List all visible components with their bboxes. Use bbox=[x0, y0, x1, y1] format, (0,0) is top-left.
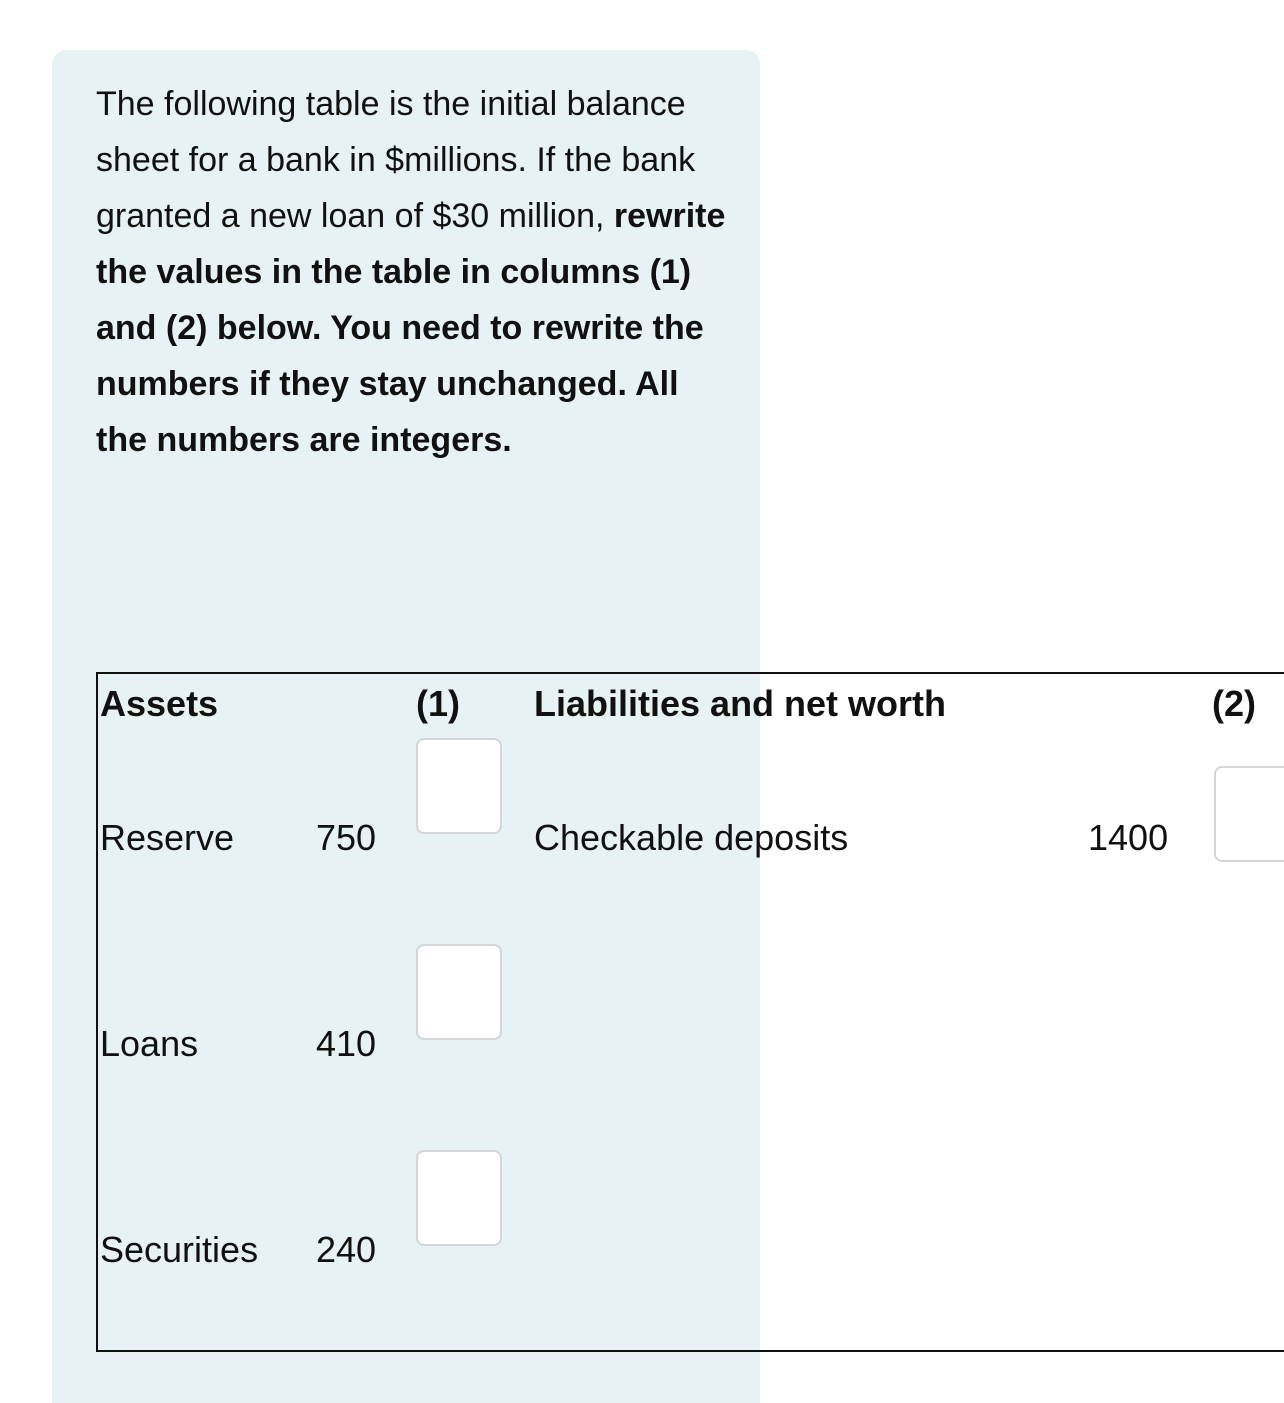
asset-label-reserve: Reserve bbox=[100, 817, 235, 858]
question-text-bold: rewrite the values in the table in columns (1) and (2) below. You need to rewrite the numbers if they stay unchanged. All the numbers are integers. bbox=[96, 197, 726, 459]
asset-label-securities: Securities bbox=[100, 1229, 259, 1270]
answer-input-reserve[interactable] bbox=[416, 738, 502, 834]
asset-value-loans: 410 bbox=[316, 1023, 377, 1064]
asset-value-securities: 240 bbox=[316, 1229, 377, 1270]
answer-input-loans[interactable] bbox=[416, 944, 502, 1040]
asset-value-reserve: 750 bbox=[316, 817, 377, 858]
balance-sheet-table bbox=[96, 672, 1284, 1352]
liability-value-checkable-deposits: 1400 bbox=[1088, 817, 1169, 858]
question-text-plain: The following table is the initial balance sheet for a bank in $millions. If the bank granted a new loan of $30 million, bbox=[96, 85, 696, 235]
answer-input-checkable-deposits[interactable] bbox=[1214, 766, 1284, 862]
header-liabilities: Liabilities and net worth bbox=[534, 683, 947, 724]
question-text bbox=[96, 76, 736, 468]
header-assets: Assets bbox=[100, 683, 219, 724]
header-col1: (1) bbox=[416, 683, 460, 724]
header-col2: (2) bbox=[1212, 683, 1256, 724]
answer-input-securities[interactable] bbox=[416, 1150, 502, 1246]
asset-label-loans: Loans bbox=[100, 1023, 199, 1064]
liability-label-checkable-deposits: Checkable deposits bbox=[534, 817, 849, 858]
